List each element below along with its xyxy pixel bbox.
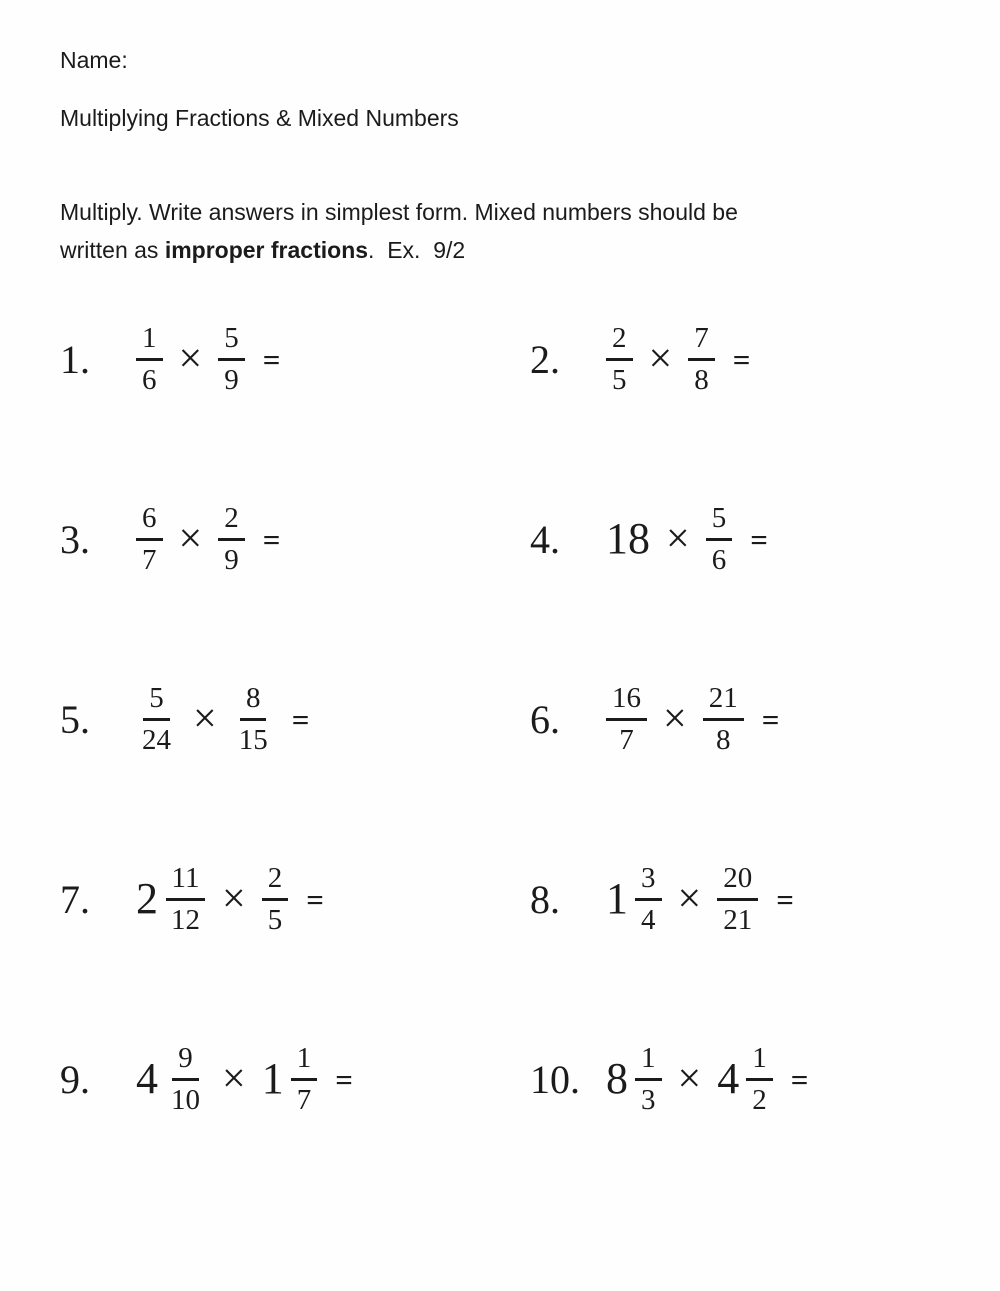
problem-number: 1.: [60, 336, 90, 382]
fraction: [233, 682, 274, 756]
denominator: 6: [142, 363, 157, 396]
whole-part: 4: [136, 1054, 158, 1103]
fraction: [262, 862, 289, 936]
name-label: Name:: [60, 47, 128, 73]
fraction: [706, 502, 733, 576]
problem-expression: [136, 682, 309, 756]
denominator: 7: [619, 723, 634, 756]
fraction-part: [136, 502, 163, 576]
fraction: [717, 862, 758, 936]
multiply-icon: ×: [178, 516, 203, 562]
mixed-number: [262, 1042, 318, 1116]
denominator: 4: [641, 903, 656, 936]
problem-expression: [606, 1042, 808, 1116]
problem-3: [60, 449, 530, 629]
problem-8: [530, 809, 940, 989]
denominator: 3: [641, 1083, 656, 1116]
problem-expression: [606, 862, 794, 936]
mixed-number: [136, 1042, 206, 1116]
problem-number: 3.: [60, 516, 90, 562]
problems-grid: [60, 269, 940, 1169]
fraction-part: [136, 682, 177, 756]
denominator: 9: [224, 363, 239, 396]
equals-sign: =: [306, 881, 324, 917]
fraction: [218, 322, 245, 396]
mixed-number: [606, 1042, 662, 1116]
fraction-part: [706, 502, 733, 576]
instructions-line2-post: . Ex. 9/2: [368, 237, 466, 263]
problem-7: [60, 809, 530, 989]
problem-expression: [136, 502, 280, 576]
fraction-part: [218, 502, 245, 576]
denominator: 12: [171, 903, 200, 936]
numerator: 2: [606, 322, 633, 360]
problem-number: 7.: [60, 876, 90, 922]
whole-number: [606, 514, 650, 563]
whole-part: 18: [606, 514, 650, 563]
equals-sign: =: [732, 341, 751, 377]
numerator: 20: [717, 862, 758, 900]
instructions-bold-text: improper fractions: [164, 237, 369, 263]
equals-sign: =: [291, 701, 310, 737]
numerator: 1: [635, 1042, 662, 1080]
fraction: [688, 322, 715, 396]
equals-sign: =: [262, 341, 281, 377]
problem-2: [530, 269, 940, 449]
numerator: 5: [218, 322, 245, 360]
numerator: 16: [606, 682, 647, 720]
problem-1: [60, 269, 530, 449]
problem-expression: [136, 1042, 353, 1116]
whole-part: 1: [606, 874, 628, 923]
fraction-part: [291, 1042, 318, 1116]
page-title: Multiplying Fractions & Mixed Numbers: [60, 105, 459, 131]
fraction-part: [703, 682, 744, 756]
fraction-part: [606, 322, 633, 396]
fraction-part: [262, 862, 289, 936]
fraction: [218, 502, 245, 576]
denominator: 7: [142, 543, 157, 576]
whole-part: 4: [717, 1054, 740, 1103]
fraction: [703, 682, 744, 756]
mixed-number: [606, 862, 662, 936]
fraction: [136, 502, 163, 576]
denominator: 7: [296, 1083, 312, 1116]
multiply-icon: ×: [677, 1056, 702, 1102]
numerator: 6: [136, 502, 163, 540]
instructions-line1: Multiply. Write answers in simplest form. Mixed numbers should be: [60, 199, 738, 225]
fraction-part: [635, 862, 662, 936]
denominator: 8: [715, 723, 731, 756]
fraction: [136, 322, 163, 396]
whole-part: 2: [136, 874, 158, 923]
denominator: 24: [142, 723, 171, 756]
numerator: 5: [706, 502, 733, 540]
denominator: 5: [612, 363, 627, 396]
problem-number: 9.: [60, 1056, 90, 1102]
problem-expression: [606, 682, 779, 756]
instructions-line2-pre: written as: [60, 237, 165, 263]
equals-sign: =: [262, 521, 281, 557]
numerator: 11: [166, 862, 206, 900]
numerator: 3: [635, 862, 662, 900]
problem-number: 5.: [60, 696, 90, 742]
numerator: 9: [172, 1042, 199, 1080]
denominator: 2: [752, 1083, 767, 1116]
problem-4: [530, 449, 940, 629]
problem-number: 8.: [530, 876, 560, 922]
multiply-icon: ×: [193, 696, 217, 742]
whole-part: 8: [606, 1054, 628, 1103]
denominator: 10: [171, 1083, 200, 1116]
fraction: [606, 682, 647, 756]
problem-expression: [606, 502, 768, 576]
fraction-part: [746, 1042, 773, 1116]
denominator: 15: [238, 723, 268, 756]
numerator: 7: [688, 322, 715, 360]
numerator: 1: [136, 322, 163, 360]
instructions: [60, 193, 890, 269]
fraction: [606, 322, 633, 396]
problem-number: 2.: [530, 336, 560, 382]
fraction-part: [165, 1042, 206, 1116]
multiply-icon: ×: [663, 696, 687, 742]
fraction-part: [606, 682, 647, 756]
mixed-number: [717, 1042, 773, 1116]
problem-number: 4.: [530, 516, 560, 562]
numerator: 2: [262, 862, 289, 900]
fraction-part: [218, 322, 245, 396]
denominator: 21: [723, 903, 753, 936]
fraction-part: [635, 1042, 662, 1116]
fraction-part: [688, 322, 715, 396]
numerator: 2: [218, 502, 245, 540]
equals-sign: =: [790, 1061, 809, 1097]
numerator: 5: [143, 682, 170, 720]
equals-sign: =: [776, 881, 794, 917]
multiply-icon: ×: [222, 876, 246, 922]
numerator: 8: [240, 682, 267, 720]
mixed-number: [136, 862, 206, 936]
equals-sign: =: [761, 701, 780, 737]
multiply-icon: ×: [648, 336, 673, 382]
problem-6: [530, 629, 940, 809]
problem-expression: [136, 862, 324, 936]
denominator: 5: [267, 903, 283, 936]
denominator: 8: [694, 363, 709, 396]
problem-5: [60, 629, 530, 809]
fraction-part: [136, 322, 163, 396]
denominator: 9: [224, 543, 239, 576]
problem-9: [60, 989, 530, 1169]
multiply-icon: ×: [677, 876, 702, 922]
problem-10: [530, 989, 940, 1169]
multiply-icon: ×: [178, 336, 203, 382]
fraction-part: [165, 862, 206, 936]
equals-sign: =: [750, 521, 768, 557]
problem-expression: [136, 322, 280, 396]
numerator: 21: [703, 682, 744, 720]
multiply-icon: ×: [666, 516, 690, 562]
fraction-part: [233, 682, 274, 756]
problem-number: 10.: [530, 1056, 580, 1102]
numerator: 1: [291, 1042, 318, 1080]
multiply-icon: ×: [222, 1056, 246, 1102]
problem-number: 6.: [530, 696, 560, 742]
whole-part: 1: [261, 1054, 284, 1103]
problem-expression: [606, 322, 750, 396]
fraction-part: [717, 862, 758, 936]
equals-sign: =: [335, 1061, 353, 1097]
fraction: [136, 682, 177, 756]
numerator: 1: [746, 1042, 773, 1080]
denominator: 6: [711, 543, 727, 576]
